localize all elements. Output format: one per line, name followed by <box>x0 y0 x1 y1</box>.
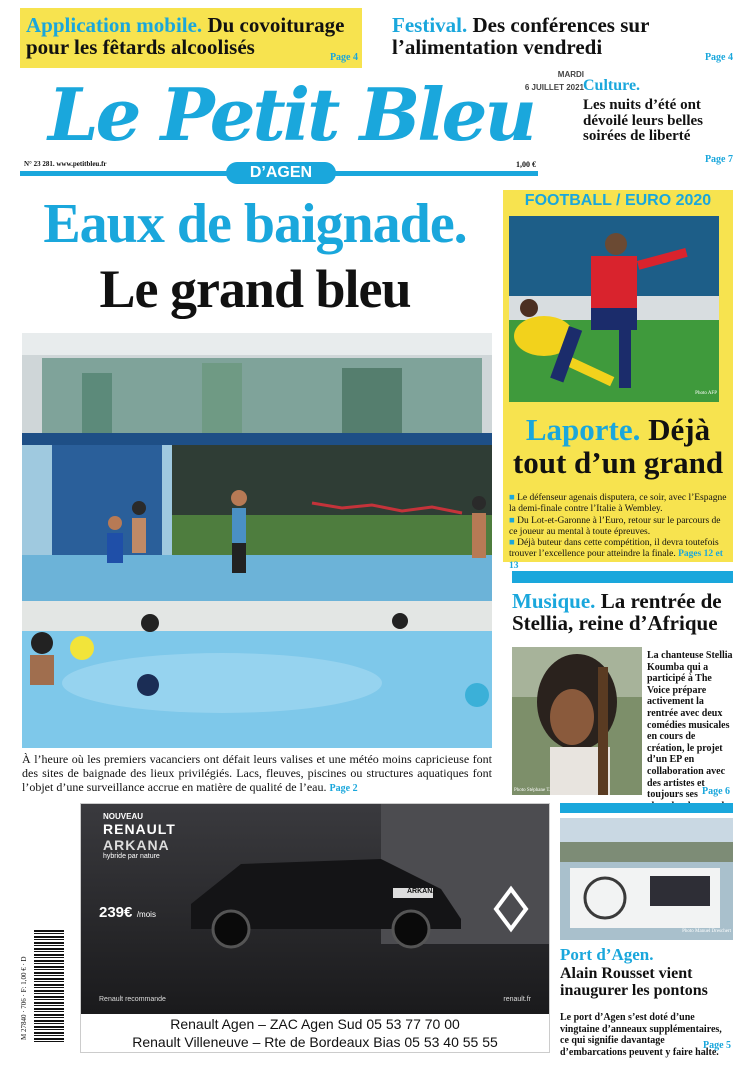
dealer-line-2: Renault Villeneuve – Rte de Bordeaux Bias 05 53 40 55 55 <box>132 1034 498 1050</box>
date: 6 JUILLET 2021 <box>524 83 584 92</box>
ad-visual <box>81 804 549 1014</box>
photo-credit: Photo Stéphane T. <box>514 788 551 793</box>
football-header: FOOTBALL / EURO 2020 <box>524 192 712 209</box>
dealer-line-1: Renault Agen – ZAC Agen Sud 05 53 77 70 00 <box>170 1016 460 1032</box>
culture-text: Les nuits d’été ont dévoilé leurs belles soirées de liberté <box>583 96 703 145</box>
ad-footer-right: renault.fr <box>503 996 531 1003</box>
teaser-text: Des conférences sur l’alimentation vendredi <box>392 13 650 60</box>
photo-credit: Photo AFP <box>695 391 717 396</box>
page-ref: Page 7 <box>704 154 733 165</box>
ad-plate: ARKANA <box>407 888 438 895</box>
barcode <box>34 930 64 1042</box>
music-title: La rentrée de Stellia, reine d’Afrique <box>512 589 722 636</box>
page-ref: Pages 12 et 13 <box>509 549 723 571</box>
lead-photo <box>19 333 492 748</box>
renault-ad[interactable] <box>80 803 550 1053</box>
port-body-text: Le port d’Agen s’est doté d’une vingtaine d’anneaux supplémentaires, ce qui signifie davantage d’embarcations peuvent y faire halte. <box>560 1012 722 1058</box>
singer-portrait-illustration <box>512 647 642 795</box>
football-headline <box>507 414 729 479</box>
music-headline[interactable] <box>512 590 734 634</box>
price: 1,00 € <box>516 160 536 169</box>
music-photo <box>512 647 642 795</box>
page-ref: Page 4 <box>704 52 733 63</box>
port-body <box>560 1012 733 1058</box>
lead-kicker: Eaux de baignade. <box>43 193 467 255</box>
ad-brand-block <box>103 812 176 860</box>
port-title: Alain Rousset vient inaugurer les pontons <box>560 964 708 1000</box>
masthead-title: Le Petit Bleu <box>48 72 534 157</box>
teaser-text: Du covoiturage pour les fêtards alcoolisés <box>26 13 345 60</box>
page-ref: Page 5 <box>703 1040 732 1051</box>
page-ref: Page 6 <box>702 786 731 797</box>
photo-credit: Photo Manuel Dreschert <box>682 929 731 934</box>
music-kicker: Musique. <box>512 589 596 613</box>
football-action-illustration <box>509 216 719 402</box>
page-ref: Page 4 <box>329 52 358 63</box>
barcode-text: M 27840 · 706 · F: 1,00 € · D <box>20 956 28 1040</box>
port-photo <box>560 818 733 940</box>
music-body-text: La chanteuse Stellia Koumba qui a participé à The Voice prépare activement la rentrée avec deux comédies musicales en cours de création, le projet d’un EP en collaboration avec des artistes et toujours ses <box>647 650 733 801</box>
ad-model: ARKANA <box>103 837 170 853</box>
bullet-item: ■ Déjà buteur dans cette compétition, il devra toutefois trouver l’excellence pour atteindre la finale. Pages 12 et 13 <box>509 538 723 571</box>
lead-body <box>22 752 492 796</box>
day: MARDI <box>557 70 584 79</box>
masthead <box>20 70 584 182</box>
bullet-item: ■ Le défenseur agenais disputera, ce soir, avec l’Espagne la demi-finale contre l’Italie à Wembley. <box>509 493 727 515</box>
ad-price: 239€ <box>99 904 133 921</box>
port-illustration <box>560 818 733 940</box>
ad-badge: NOUVEAU <box>103 812 144 821</box>
page-ref: Page 2 <box>329 783 358 794</box>
culture-teaser[interactable] <box>578 74 733 169</box>
teaser-kicker: Application mobile. <box>26 13 203 37</box>
top-teaser-right[interactable] <box>388 8 733 68</box>
ad-tagline: hybride par nature <box>103 853 160 860</box>
masthead-subtitle: D’AGEN <box>226 162 336 184</box>
culture-kicker: Culture. <box>583 77 641 94</box>
photo-credit: Photo Manuel Dreschert <box>19 695 24 744</box>
football-bullets <box>509 493 729 572</box>
football-kicker: Laporte. <box>525 412 641 447</box>
bullet-item: ■ Du Lot-et-Garonne à l’Euro, retour sur le parcours de ce joueur au mental à toute épreuves. <box>509 515 721 537</box>
football-box[interactable] <box>503 190 733 571</box>
teaser-kicker: Festival. <box>392 13 468 37</box>
football-title: Déjà tout d’un grand <box>512 412 724 480</box>
issue-number: N° 23 281. www.petitbleu.fr <box>24 160 107 168</box>
ad-price-block <box>99 904 156 922</box>
port-headline[interactable] <box>560 946 733 1000</box>
port-rule <box>560 803 733 813</box>
ad-price-note: /mois <box>136 910 156 919</box>
music-rule <box>512 571 733 583</box>
ad-footer-left: Renault recommande <box>99 996 166 1003</box>
ad-brand: RENAULT <box>103 821 176 837</box>
date-block <box>484 70 584 92</box>
football-photo <box>509 216 719 402</box>
lead-title: Le grand bleu <box>99 259 411 319</box>
lead-body-text: À l’heure où les premiers vacanciers ont défait leurs valises et une météo moins capricieuse font des sites de baignade des lieux privilégiés. Lacs, fleuves, piscines ou structures aquatiques font l’objet d’une surveillance accrue en matière de qualité de l’eau. <box>22 752 492 794</box>
top-teaser-left[interactable] <box>20 8 362 68</box>
port-kicker: Port d’Agen. <box>560 945 654 964</box>
pool-scene-illustration <box>22 333 492 748</box>
